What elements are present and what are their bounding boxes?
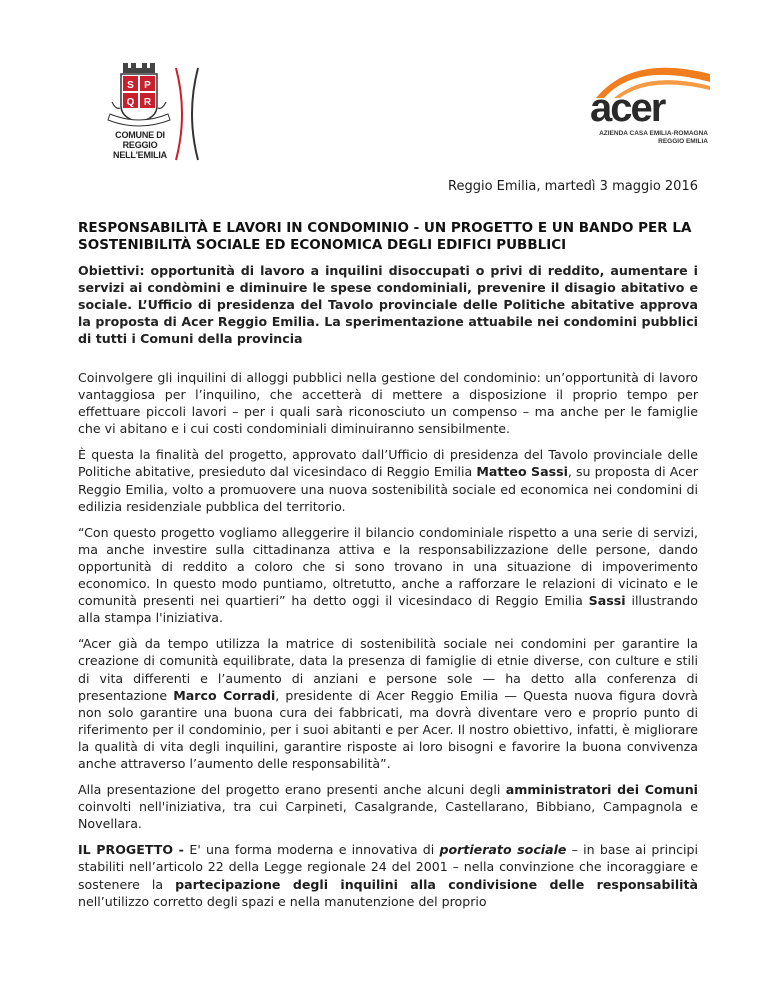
bold-highlight: amministratori dei Comuni <box>505 782 698 798</box>
summary: Obiettivi: opportunità di lavoro a inquilini disoccupati o privi di reddito, aumentare i servizi ai condòmini e diminuire le spese condominiali, prevenire il disagio abitativo e sociale. L’Ufficio di presidenza del Tavolo provinciale delle Politiche abitative approva la proposta di Acer Reggio Emilia. La sperimentazione attuabile nei condomini pubblici di tutti i Comuni della provincia <box>78 263 698 346</box>
acer-subtitle <box>599 130 708 146</box>
text-run: illustrando alla stampa l'iniziativa. <box>78 593 698 626</box>
comune-line-1: COMUNE DI <box>115 130 165 140</box>
press-release <box>78 168 698 910</box>
bold-highlight: partecipazione degli inquilini alla condivisione delle responsabilità <box>175 876 698 892</box>
text-run: E' una forma moderna e innovativa di <box>189 842 440 858</box>
text-run: “Con questo progetto vogliamo alleggerire il bilancio condominiale rispetto a una serie di servizi, ma anche investire sulla cittadinanza attiva e la responsabilizzazione delle persone, dando opportunità di reddito a coloro che si sono trovano in una situazione di impoverimento economico. In questo modo puntiamo, oltretutto, anche a rafforzare le relazioni di vicinato e le comunità presenti nei quartieri” ha detto oggi il vicesindaco di Reggio Emilia <box>78 524 698 609</box>
paragraph-2 <box>78 446 698 514</box>
text-run: Alla presentazione del progetto erano presenti anche alcuni degli <box>78 782 506 798</box>
italic-highlight: portierato sociale <box>439 842 567 858</box>
acer-logo <box>582 60 712 150</box>
paragraph-3 <box>78 524 698 627</box>
text-run: “Acer già da tempo utilizza la matrice di sostenibilità sociale nei condomini per garantire la creazione di comunità equilibrate, data la presenza di famiglie di etnie diverse, con culture e stili di vita differenti e l’aumento di anziani e persone sole — ha detto alla conferenza di presentazione <box>78 636 698 703</box>
section-label: IL PROGETTO - <box>78 842 190 858</box>
name-highlight: Marco Corradi <box>173 687 276 703</box>
text-run: , presidente di Acer Reggio Emilia — Questa nuova figura dovrà non solo garantire una buona cura dei fabbricati, ma dovrà diventare vero e proprio punto di riferimento per il condominio, per i suoi abitanti e per Acer. Il nostro obiettivo, infatti, è migliorare la qualità di vita degli inquilini, garantire risposte ai loro bisogni e favorire la buona convivenza anche attraverso l’aumento delle responsabilità”. <box>78 687 699 771</box>
headline: RESPONSABILITÀ E LAVORI IN CONDOMINIO - UN PROGETTO E UN BANDO PER LA SOSTENIBILITÀ SOCIALE ED ECONOMICA DEGLI EDIFICI PUBBLICI <box>78 220 692 253</box>
name-highlight: Matteo Sassi <box>476 464 568 480</box>
text-run: nell’utilizzo corretto degli spazi e nella manutenzione del proprio <box>78 893 487 909</box>
letterhead <box>0 0 768 160</box>
text-run: È questa la finalità del progetto, approvato dall’Ufficio di presidenza del Tavolo provinciale delle Politiche abitative, presieduto dal vicesindaco di Reggio Emilia <box>78 447 698 480</box>
crest-icon <box>98 62 180 128</box>
paragraph-4 <box>78 635 698 772</box>
paragraph-1: Coinvolgere gli inquilini di alloggi pubblici nella gestione del condominio: un’opportunità di lavoro vantaggiosa per l’inquilino, che accetterà di mettere a disposizione il proprio tempo per effettuare piccoli lavori – per i quali sarà riconosciuto un compenso – ma anche per le famiglie che vi abitano e i cui costi condominiali diminuiranno sensibilmente. <box>78 370 698 437</box>
red-arcs-icon <box>172 66 202 162</box>
comune-line-2: REGGIO NELL'EMILIA <box>113 140 167 160</box>
text-run: – in base ai principi stabiliti nell’articolo 22 della Legge regionale 24 del 2001 – nella convinzione che incoraggiare e sostenere la <box>78 842 698 892</box>
paragraph-6 <box>78 841 698 909</box>
acer-wordmark: acer <box>590 86 665 130</box>
paragraph-5 <box>78 781 698 832</box>
comune-name <box>98 130 182 160</box>
dateline: Reggio Emilia, martedì 3 maggio 2016 <box>448 179 698 194</box>
acer-sub-line-2: REGGIO EMILIA <box>658 138 708 145</box>
crest-letter: P <box>144 80 151 91</box>
crest-letter: S <box>127 80 134 91</box>
crest-letter: Q <box>126 97 135 108</box>
text-run: , su proposta di Acer Reggio Emilia, volto a promuovere una nuova sostenibilità sociale ed economica nei condomini di edilizia residenziale pubblica del territorio. <box>78 464 698 514</box>
name-highlight: Sassi <box>588 593 626 609</box>
crest-letter: R <box>143 97 152 108</box>
text-run: coinvolti nell'iniziativa, tra cui Carpineti, Casalgrande, Castellarano, Bibbiano, Campagnola e Novellara. <box>78 799 698 832</box>
acer-sub-line-1: AZIENDA CASA EMILIA-ROMAGNA <box>599 130 708 137</box>
